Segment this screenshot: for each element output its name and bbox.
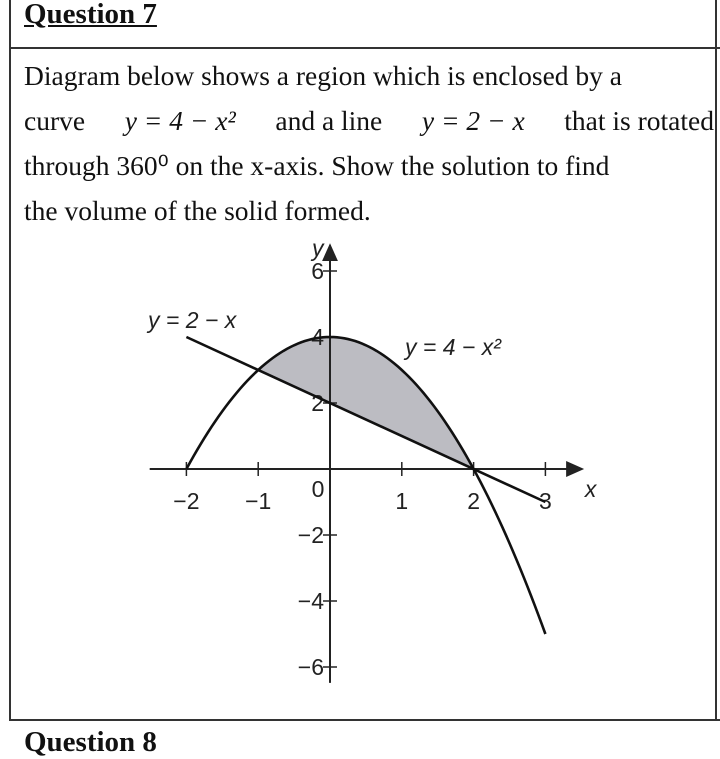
y-tick-label: −4: [297, 588, 324, 614]
x-tick-label: 3: [539, 488, 552, 514]
x-tick-label: 0: [311, 476, 325, 502]
x-tick-label: −2: [173, 488, 200, 514]
next-question-title: Question 8: [24, 726, 157, 758]
curve-equation: y = 4 − x²: [124, 105, 236, 136]
y-tick-label: −2: [297, 522, 324, 548]
text: curve: [24, 105, 86, 136]
parabola-label: y = 4 − x²: [405, 334, 501, 360]
question-line: Diagram below shows a region which is enclosed by a: [24, 60, 622, 91]
x-tick-label: 1: [395, 488, 409, 514]
text: that is rotated: [564, 105, 714, 136]
y-axis-label: y: [312, 235, 324, 262]
x-axis-label: x: [584, 476, 597, 502]
y-tick-label: 4: [311, 324, 324, 350]
question-line: the volume of the solid formed.: [24, 195, 371, 226]
line-label: y = 2 − x: [148, 307, 237, 333]
text: and a line: [275, 105, 383, 136]
y-tick-label: −6: [297, 654, 324, 680]
x-tick-label: 2: [467, 488, 480, 514]
question-title: Question 7: [24, 0, 157, 30]
x-tick-label: −1: [245, 488, 272, 514]
y-tick-label: 2: [311, 390, 324, 416]
question-line: through 360⁰ on the x-axis. Show the solution to find: [24, 150, 610, 181]
divider: [9, 719, 720, 721]
line-equation: y = 2 − x: [421, 105, 525, 136]
y-tick-label: 6: [311, 258, 324, 284]
